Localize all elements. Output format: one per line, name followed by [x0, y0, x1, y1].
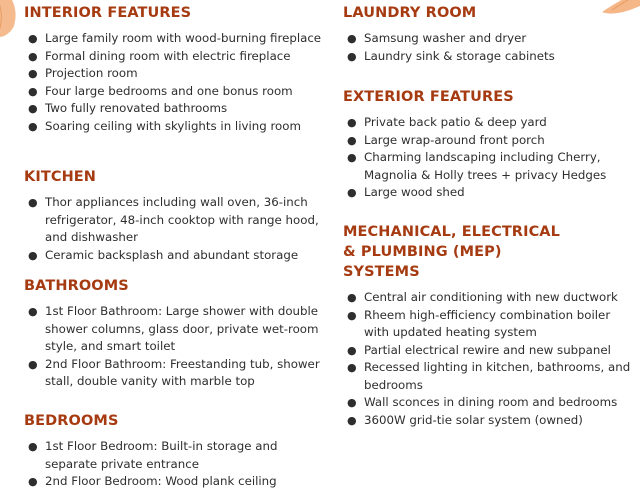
list-item: ● 3600W grid-tie solar system (owned)	[343, 412, 633, 430]
bullet-icon: ●	[28, 440, 38, 453]
list-item: ● Projection room	[24, 65, 324, 83]
list-item: ● Four large bedrooms and one bonus room	[24, 83, 324, 101]
bullet-icon: ●	[347, 413, 357, 427]
list-item: ● Thor appliances including wall oven, 36-inch refrigerator, 48-inch cooktop with range hood, and dishwasher	[28, 195, 319, 244]
bullet-icon: ●	[347, 32, 357, 45]
bullet-icon: ●	[347, 396, 357, 409]
section-bedrooms	[24, 411, 324, 491]
list-item: ● 2nd Floor Bedroom: Wood plank ceiling	[24, 473, 324, 491]
feature-list	[24, 303, 324, 391]
bullet-icon: ●	[347, 361, 357, 374]
section-heading: BATHROOMS	[24, 278, 129, 294]
feature-list	[24, 194, 324, 264]
list-item: ● Charming landscaping including Cherry, Magnolia & Holly trees + privacy Hedges	[347, 150, 607, 182]
bullet-icon: ●	[28, 84, 38, 98]
list-item: ● Central air conditioning with new ductwork	[343, 289, 633, 307]
list-item: ● Ceramic backsplash and abundant storage	[24, 247, 324, 265]
list-item: ● Partial electrical rewire and new subpanel	[343, 342, 633, 360]
bullet-icon: ●	[347, 291, 357, 304]
section-heading: EXTERIOR FEATURES	[343, 89, 514, 105]
bullet-icon: ●	[347, 186, 357, 199]
list-item: ● 1st Floor Bathroom: Large shower with double shower columns, glass door, private wet-room style, and smart toilet	[28, 304, 319, 353]
list-item: ● Large wrap-around front porch	[343, 132, 633, 150]
bullet-icon: ●	[28, 32, 38, 45]
feature-list	[343, 30, 633, 65]
bullet-icon: ●	[28, 102, 38, 115]
section-kitchen	[24, 167, 324, 264]
bullet-icon: ●	[347, 133, 357, 147]
bullet-icon: ●	[28, 305, 38, 318]
section-heading: LAUNDRY ROOM	[343, 5, 477, 21]
section-heading: BEDROOMS	[24, 413, 119, 429]
list-item: ● 1st Floor Bedroom: Built-in storage and separate private entrance	[28, 439, 278, 471]
list-item: ● Large wood shed	[343, 184, 633, 202]
list-item: ● Rheem high-efficiency combination boiler with updated heating system	[347, 307, 611, 339]
feature-list	[24, 30, 324, 135]
section-heading: INTERIOR FEATURES	[24, 5, 192, 21]
bullet-icon: ●	[28, 357, 38, 371]
section-heading: KITCHEN	[24, 169, 97, 185]
section-laundry-room	[343, 3, 633, 65]
bullet-icon: ●	[347, 308, 357, 322]
list-item: ● Samsung washer and dryer	[343, 30, 633, 48]
section-heading: MECHANICAL, ELECTRICAL & PLUMBING (MEP) SYSTEMS	[343, 224, 560, 280]
list-item: ● Private back patio & deep yard	[343, 114, 633, 132]
list-item: ● Wall sconces in dining room and bedrooms	[343, 394, 633, 412]
bullet-icon: ●	[347, 49, 357, 63]
feature-list	[24, 438, 324, 491]
autumn-leaf-top-left-icon	[0, 0, 26, 42]
list-item: ● Soaring ceiling with skylights in living room	[24, 118, 324, 136]
list-item: ● Recessed lighting in kitchen, bathrooms, and bedrooms	[347, 360, 631, 392]
list-item: ● Large family room with wood-burning fireplace	[24, 30, 324, 48]
list-item: ● Laundry sink & storage cabinets	[343, 48, 633, 66]
section-interior-features	[24, 3, 324, 135]
bullet-icon: ●	[28, 475, 38, 488]
bullet-icon: ●	[28, 196, 38, 209]
bullet-icon: ●	[347, 343, 357, 357]
bullet-icon: ●	[28, 49, 38, 63]
bullet-icon: ●	[28, 119, 38, 133]
list-item: ● 2nd Floor Bathroom: Freestanding tub, shower stall, double vanity with marble top	[28, 356, 320, 388]
feature-list	[343, 289, 633, 429]
bullet-icon: ●	[28, 67, 38, 80]
section-mep-systems	[343, 222, 633, 429]
bullet-icon: ●	[347, 116, 357, 129]
section-bathrooms	[24, 276, 324, 391]
bullet-icon: ●	[347, 151, 357, 164]
feature-list	[343, 114, 633, 202]
section-exterior-features	[343, 87, 633, 202]
list-item: ● Formal dining room with electric fireplace	[24, 48, 324, 66]
bullet-icon: ●	[28, 248, 38, 262]
list-item: ● Two fully renovated bathrooms	[24, 100, 324, 118]
